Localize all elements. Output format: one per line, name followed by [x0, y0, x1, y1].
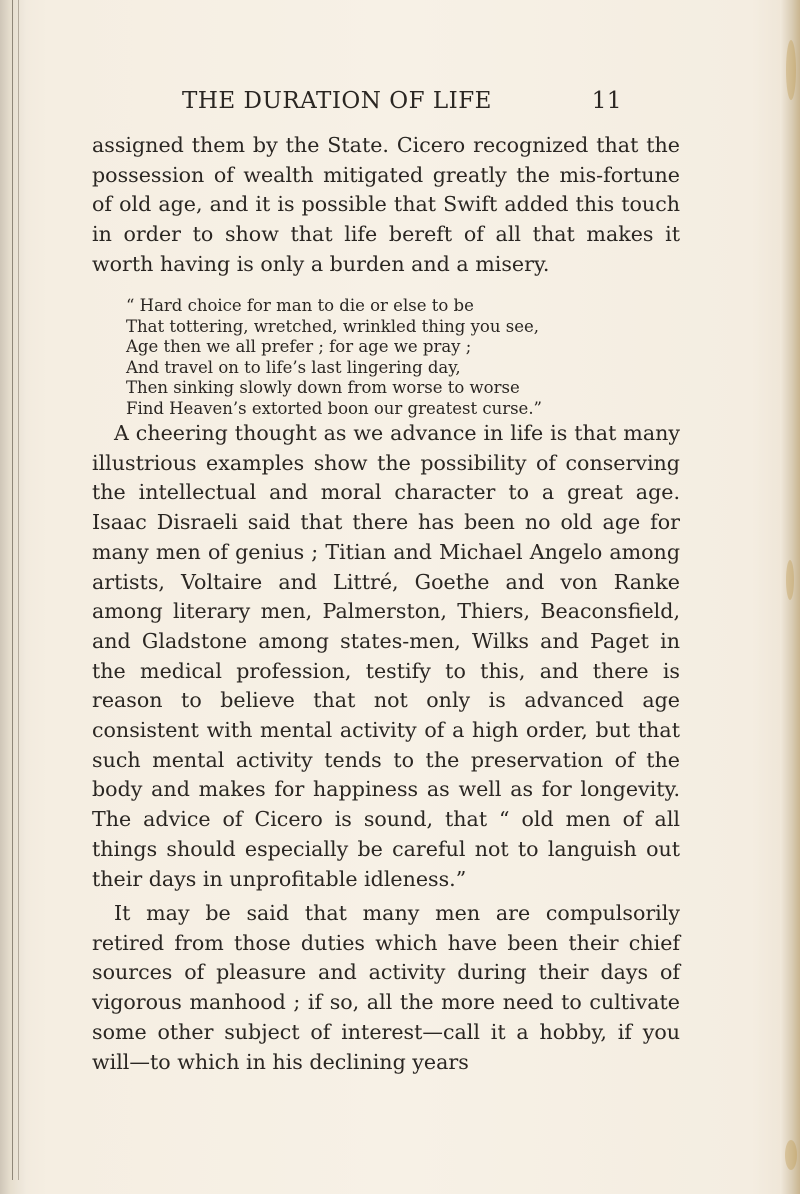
page-gutter	[0, 0, 26, 1194]
gutter-line-inner	[18, 0, 19, 1180]
gutter-line	[12, 0, 13, 1180]
verse-line: Age then we all prefer ; for age we pray ;	[126, 337, 472, 357]
paragraph-3: It may be said that many men are compulsorily retired from those duties which have been their chief sources of pleasure and activity during their days of vigorous manhood ; if so, all the more need to cultivate some other subject of interest—call it a hobby, if you will—to which in his declining years	[92, 901, 680, 1074]
verse-line: Find Heaven’s extorted boon our greatest curse.”	[126, 398, 542, 418]
paragraph-2: A cheering thought as we advance in life is that many illustrious examples show the possibility of conserving the intellectual and moral character to a great age. Isaac Disraeli said that there has been no old age for many men of genius ; Titian and Michael Angelo among artists, Voltaire and Littré, Goethe and von Ranke among literary men, Palmerston, Thiers, Beaconsfield, and Gladstone among states-men, Wilks and Paget in the medical profession, testify to this, and there is reason to believe that not only is advanced age consistent with mental activity of a high order, but that such mental activity tends to the preservation of the body and makes for happiness as well as for longevity. The advice of Cicero is sound, that “ old men of all things should especially be careful not to languish out their days in unprofitable idleness.”	[92, 421, 680, 891]
running-title: THE DURATION OF LIFE	[182, 88, 492, 114]
verse-line: “ Hard choice for man to die or else to be	[126, 296, 474, 315]
foxing-stain	[785, 1140, 797, 1170]
paragraph-1: assigned them by the State. Cicero recognized that the possession of wealth mitigated greatly the mis-fortune of old age, and it is possible that Swift added this touch in order to show that life bereft of all that makes it worth having is only a burden and a misery.	[92, 133, 680, 276]
foxing-stain	[786, 40, 796, 100]
quoted-verse	[126, 296, 646, 420]
verse-line: Then sinking slowly down from worse to worse	[126, 378, 520, 398]
foxing-stain	[786, 560, 794, 600]
verse-line: That tottering, wretched, wrinkled thing you see,	[126, 316, 539, 336]
verse-line: And travel on to life’s last lingering day,	[126, 357, 461, 377]
page-number: 11	[591, 88, 622, 114]
running-header	[182, 88, 622, 122]
